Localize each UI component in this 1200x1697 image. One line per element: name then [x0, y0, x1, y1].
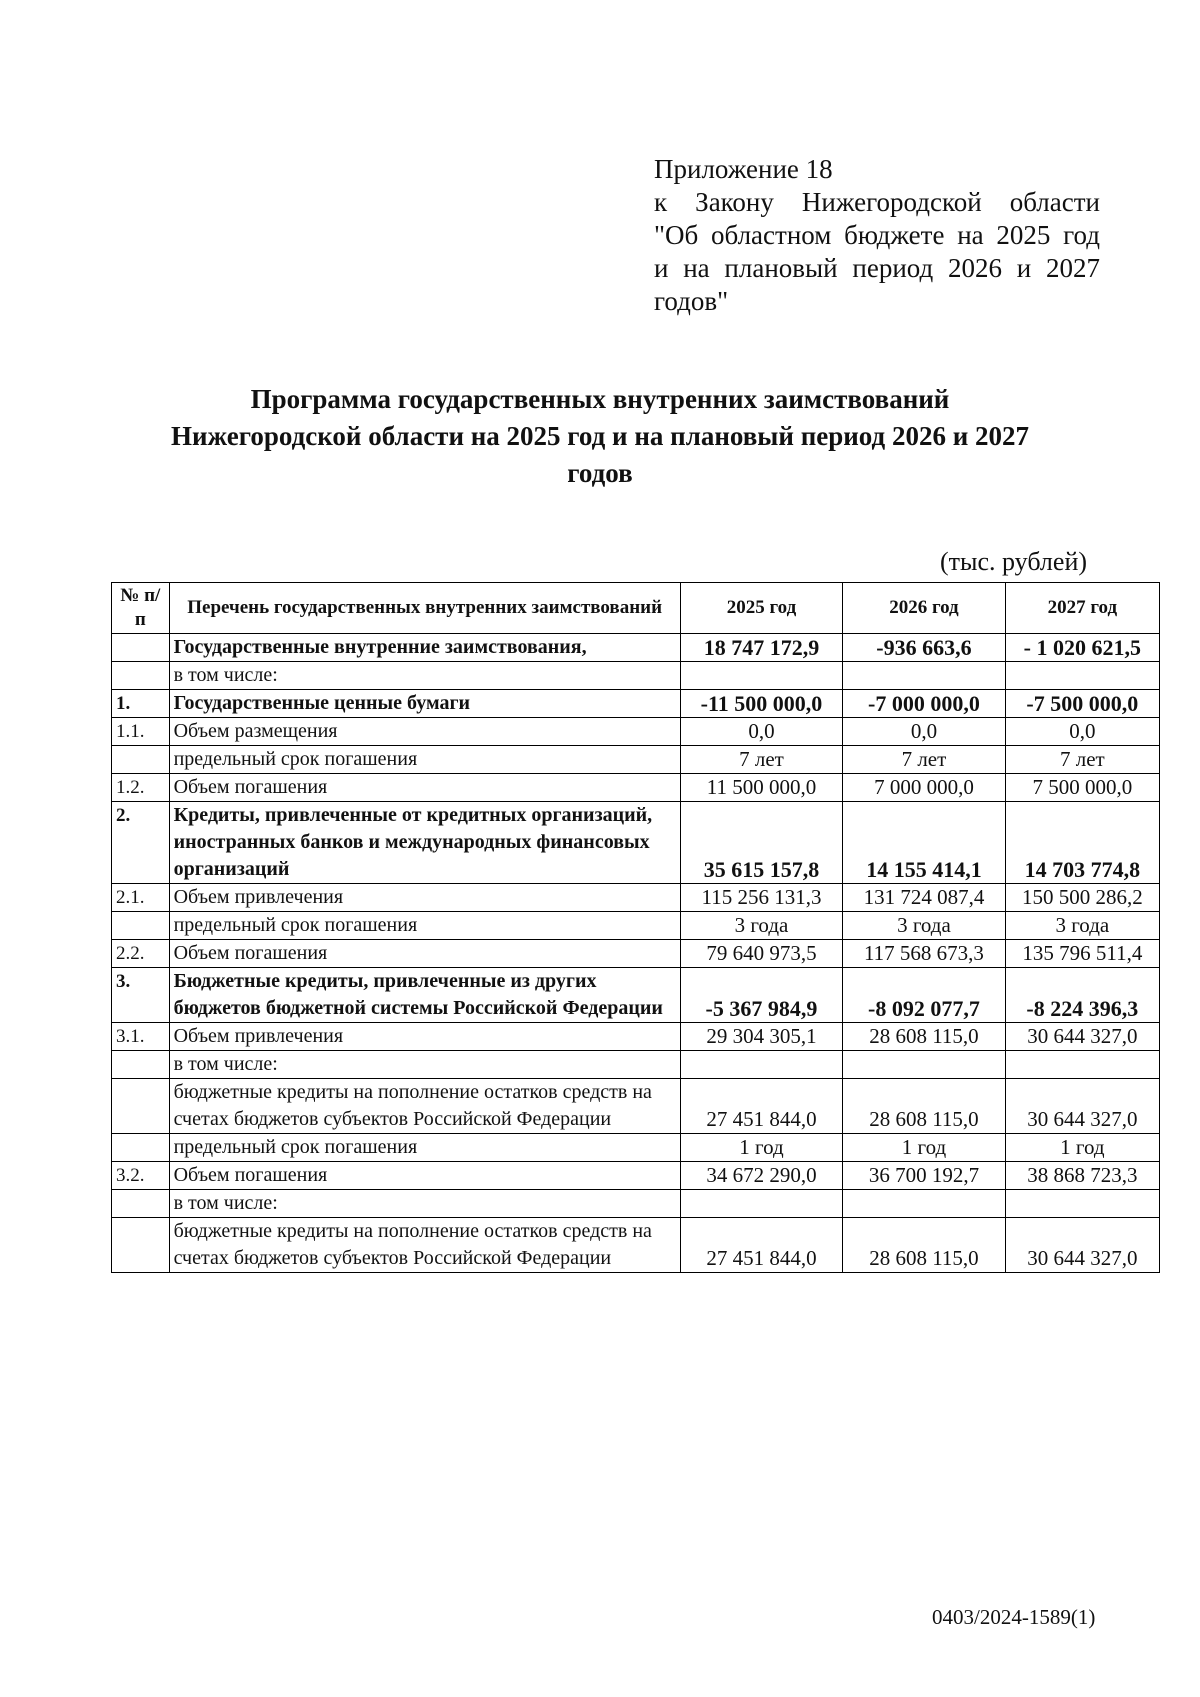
row-value-2026: 3 года	[843, 912, 1005, 940]
header-2026: 2026 год	[843, 583, 1005, 634]
row-name: Объем размещения	[169, 718, 680, 746]
row-number	[112, 1079, 170, 1134]
row-value-2026: 36 700 192,7	[843, 1162, 1005, 1190]
row-name: Кредиты, привлеченные от кредитных организаций, иностранных банков и международных финансовых организаций	[169, 802, 680, 884]
table-row	[112, 802, 1160, 884]
row-number: 1.2.	[112, 774, 170, 802]
row-value-2025: 11 500 000,0	[680, 774, 842, 802]
row-value-2027: - 1 020 621,5	[1005, 634, 1159, 662]
table-row	[112, 1134, 1160, 1162]
document-title	[130, 381, 1070, 492]
row-name: Объем погашения	[169, 1162, 680, 1190]
table-row	[112, 912, 1160, 940]
row-value-2026: 28 608 115,0	[843, 1023, 1005, 1051]
table-row	[112, 1162, 1160, 1190]
table-row	[112, 940, 1160, 968]
row-value-2025: 35 615 157,8	[680, 802, 842, 884]
table-row	[112, 634, 1160, 662]
row-value-2026	[843, 1051, 1005, 1079]
appendix-block	[654, 153, 1100, 318]
row-value-2025: 0,0	[680, 718, 842, 746]
row-value-2027: 30 644 327,0	[1005, 1023, 1159, 1051]
table-row	[112, 662, 1160, 690]
table-row	[112, 774, 1160, 802]
row-value-2025: 29 304 305,1	[680, 1023, 842, 1051]
row-name: Объем погашения	[169, 774, 680, 802]
row-number: 1.	[112, 690, 170, 718]
row-name: Объем погашения	[169, 940, 680, 968]
table-row	[112, 968, 1160, 1023]
row-value-2026: 14 155 414,1	[843, 802, 1005, 884]
row-value-2027: 30 644 327,0	[1005, 1079, 1159, 1134]
header-num: № п/п	[112, 583, 170, 634]
row-value-2025: 27 451 844,0	[680, 1079, 842, 1134]
row-value-2025: -5 367 984,9	[680, 968, 842, 1023]
row-name: в том числе:	[169, 1051, 680, 1079]
row-number: 3.	[112, 968, 170, 1023]
row-value-2025: 79 640 973,5	[680, 940, 842, 968]
row-value-2027	[1005, 1051, 1159, 1079]
row-value-2025: 1 год	[680, 1134, 842, 1162]
row-number	[112, 746, 170, 774]
row-value-2026: -936 663,6	[843, 634, 1005, 662]
appendix-number: Приложение 18	[654, 154, 833, 184]
table-header-row	[112, 583, 1160, 634]
row-value-2025: 34 672 290,0	[680, 1162, 842, 1190]
row-name: Объем привлечения	[169, 884, 680, 912]
row-value-2027: 135 796 511,4	[1005, 940, 1159, 968]
row-number: 2.2.	[112, 940, 170, 968]
row-value-2025: 7 лет	[680, 746, 842, 774]
row-number	[112, 634, 170, 662]
row-name: предельный срок погашения	[169, 746, 680, 774]
row-name: предельный срок погашения	[169, 1134, 680, 1162]
row-value-2025: 115 256 131,3	[680, 884, 842, 912]
row-value-2026	[843, 662, 1005, 690]
row-value-2026	[843, 1190, 1005, 1218]
header-2027: 2027 год	[1005, 583, 1159, 634]
table-row	[112, 1079, 1160, 1134]
row-value-2025	[680, 1190, 842, 1218]
row-value-2027: -7 500 000,0	[1005, 690, 1159, 718]
row-value-2027	[1005, 662, 1159, 690]
row-value-2027: 30 644 327,0	[1005, 1218, 1159, 1273]
row-value-2025: 3 года	[680, 912, 842, 940]
row-value-2027: 150 500 286,2	[1005, 884, 1159, 912]
row-value-2025: 27 451 844,0	[680, 1218, 842, 1273]
appendix-law-title-line3: годов"	[654, 286, 729, 316]
row-number	[112, 1218, 170, 1273]
table-row	[112, 1218, 1160, 1273]
title-line-1: Программа государственных внутренних заимствований	[250, 384, 950, 414]
row-value-2026: 117 568 673,3	[843, 940, 1005, 968]
row-value-2026: 1 год	[843, 1134, 1005, 1162]
row-name: Бюджетные кредиты, привлеченные из других бюджетов бюджетной системы Российской Федерации	[169, 968, 680, 1023]
row-value-2027: 7 лет	[1005, 746, 1159, 774]
row-value-2025: 18 747 172,9	[680, 634, 842, 662]
row-name: Государственные внутренние заимствования,	[169, 634, 680, 662]
table-row	[112, 1051, 1160, 1079]
header-2025: 2025 год	[680, 583, 842, 634]
appendix-law-title-line2: и на плановый период 2026 и 2027	[654, 253, 1100, 283]
row-value-2026: 131 724 087,4	[843, 884, 1005, 912]
title-line-3: годов	[567, 458, 633, 488]
row-number: 1.1.	[112, 718, 170, 746]
table-row	[112, 690, 1160, 718]
row-value-2026: 0,0	[843, 718, 1005, 746]
row-value-2025	[680, 1051, 842, 1079]
row-value-2026: 28 608 115,0	[843, 1079, 1005, 1134]
row-name: предельный срок погашения	[169, 912, 680, 940]
borrowing-table	[111, 582, 1160, 1273]
row-value-2026: 28 608 115,0	[843, 1218, 1005, 1273]
row-value-2027: 7 500 000,0	[1005, 774, 1159, 802]
row-value-2027: 14 703 774,8	[1005, 802, 1159, 884]
row-value-2027: 1 год	[1005, 1134, 1159, 1162]
row-name: Государственные ценные бумаги	[169, 690, 680, 718]
row-number	[112, 912, 170, 940]
row-number: 2.	[112, 802, 170, 884]
row-number: 2.1.	[112, 884, 170, 912]
row-value-2025	[680, 662, 842, 690]
row-name: бюджетные кредиты на пополнение остатков средств на счетах бюджетов субъектов Российской Федерации	[169, 1218, 680, 1273]
appendix-law-line: к Закону Нижегородской области	[654, 187, 1100, 217]
row-value-2027: 3 года	[1005, 912, 1159, 940]
row-value-2026: 7 000 000,0	[843, 774, 1005, 802]
row-name: Объем привлечения	[169, 1023, 680, 1051]
row-value-2027: -8 224 396,3	[1005, 968, 1159, 1023]
table-row	[112, 718, 1160, 746]
row-number: 3.2.	[112, 1162, 170, 1190]
document-code: 0403/2024-1589(1)	[932, 1605, 1096, 1629]
title-line-2: Нижегородской области на 2025 год и на плановый период 2026 и 2027	[170, 421, 1029, 451]
row-number	[112, 1190, 170, 1218]
row-name: бюджетные кредиты на пополнение остатков средств на счетах бюджетов субъектов Российской Федерации	[169, 1079, 680, 1134]
row-number	[112, 1051, 170, 1079]
row-value-2025: -11 500 000,0	[680, 690, 842, 718]
row-name: в том числе:	[169, 662, 680, 690]
row-number: 3.1.	[112, 1023, 170, 1051]
row-value-2027	[1005, 1190, 1159, 1218]
units-label: (тыс. рублей)	[940, 547, 1088, 576]
row-value-2027: 0,0	[1005, 718, 1159, 746]
table-row	[112, 1190, 1160, 1218]
table-row	[112, 746, 1160, 774]
row-name: в том числе:	[169, 1190, 680, 1218]
table-row	[112, 1023, 1160, 1051]
row-value-2026: -8 092 077,7	[843, 968, 1005, 1023]
row-value-2027: 38 868 723,3	[1005, 1162, 1159, 1190]
row-number	[112, 662, 170, 690]
row-number	[112, 1134, 170, 1162]
row-value-2026: -7 000 000,0	[843, 690, 1005, 718]
header-name: Перечень государственных внутренних заимствований	[169, 583, 680, 634]
appendix-law-title-line1: "Об областном бюджете на 2025 год	[654, 220, 1100, 250]
row-value-2026: 7 лет	[843, 746, 1005, 774]
table-row	[112, 884, 1160, 912]
